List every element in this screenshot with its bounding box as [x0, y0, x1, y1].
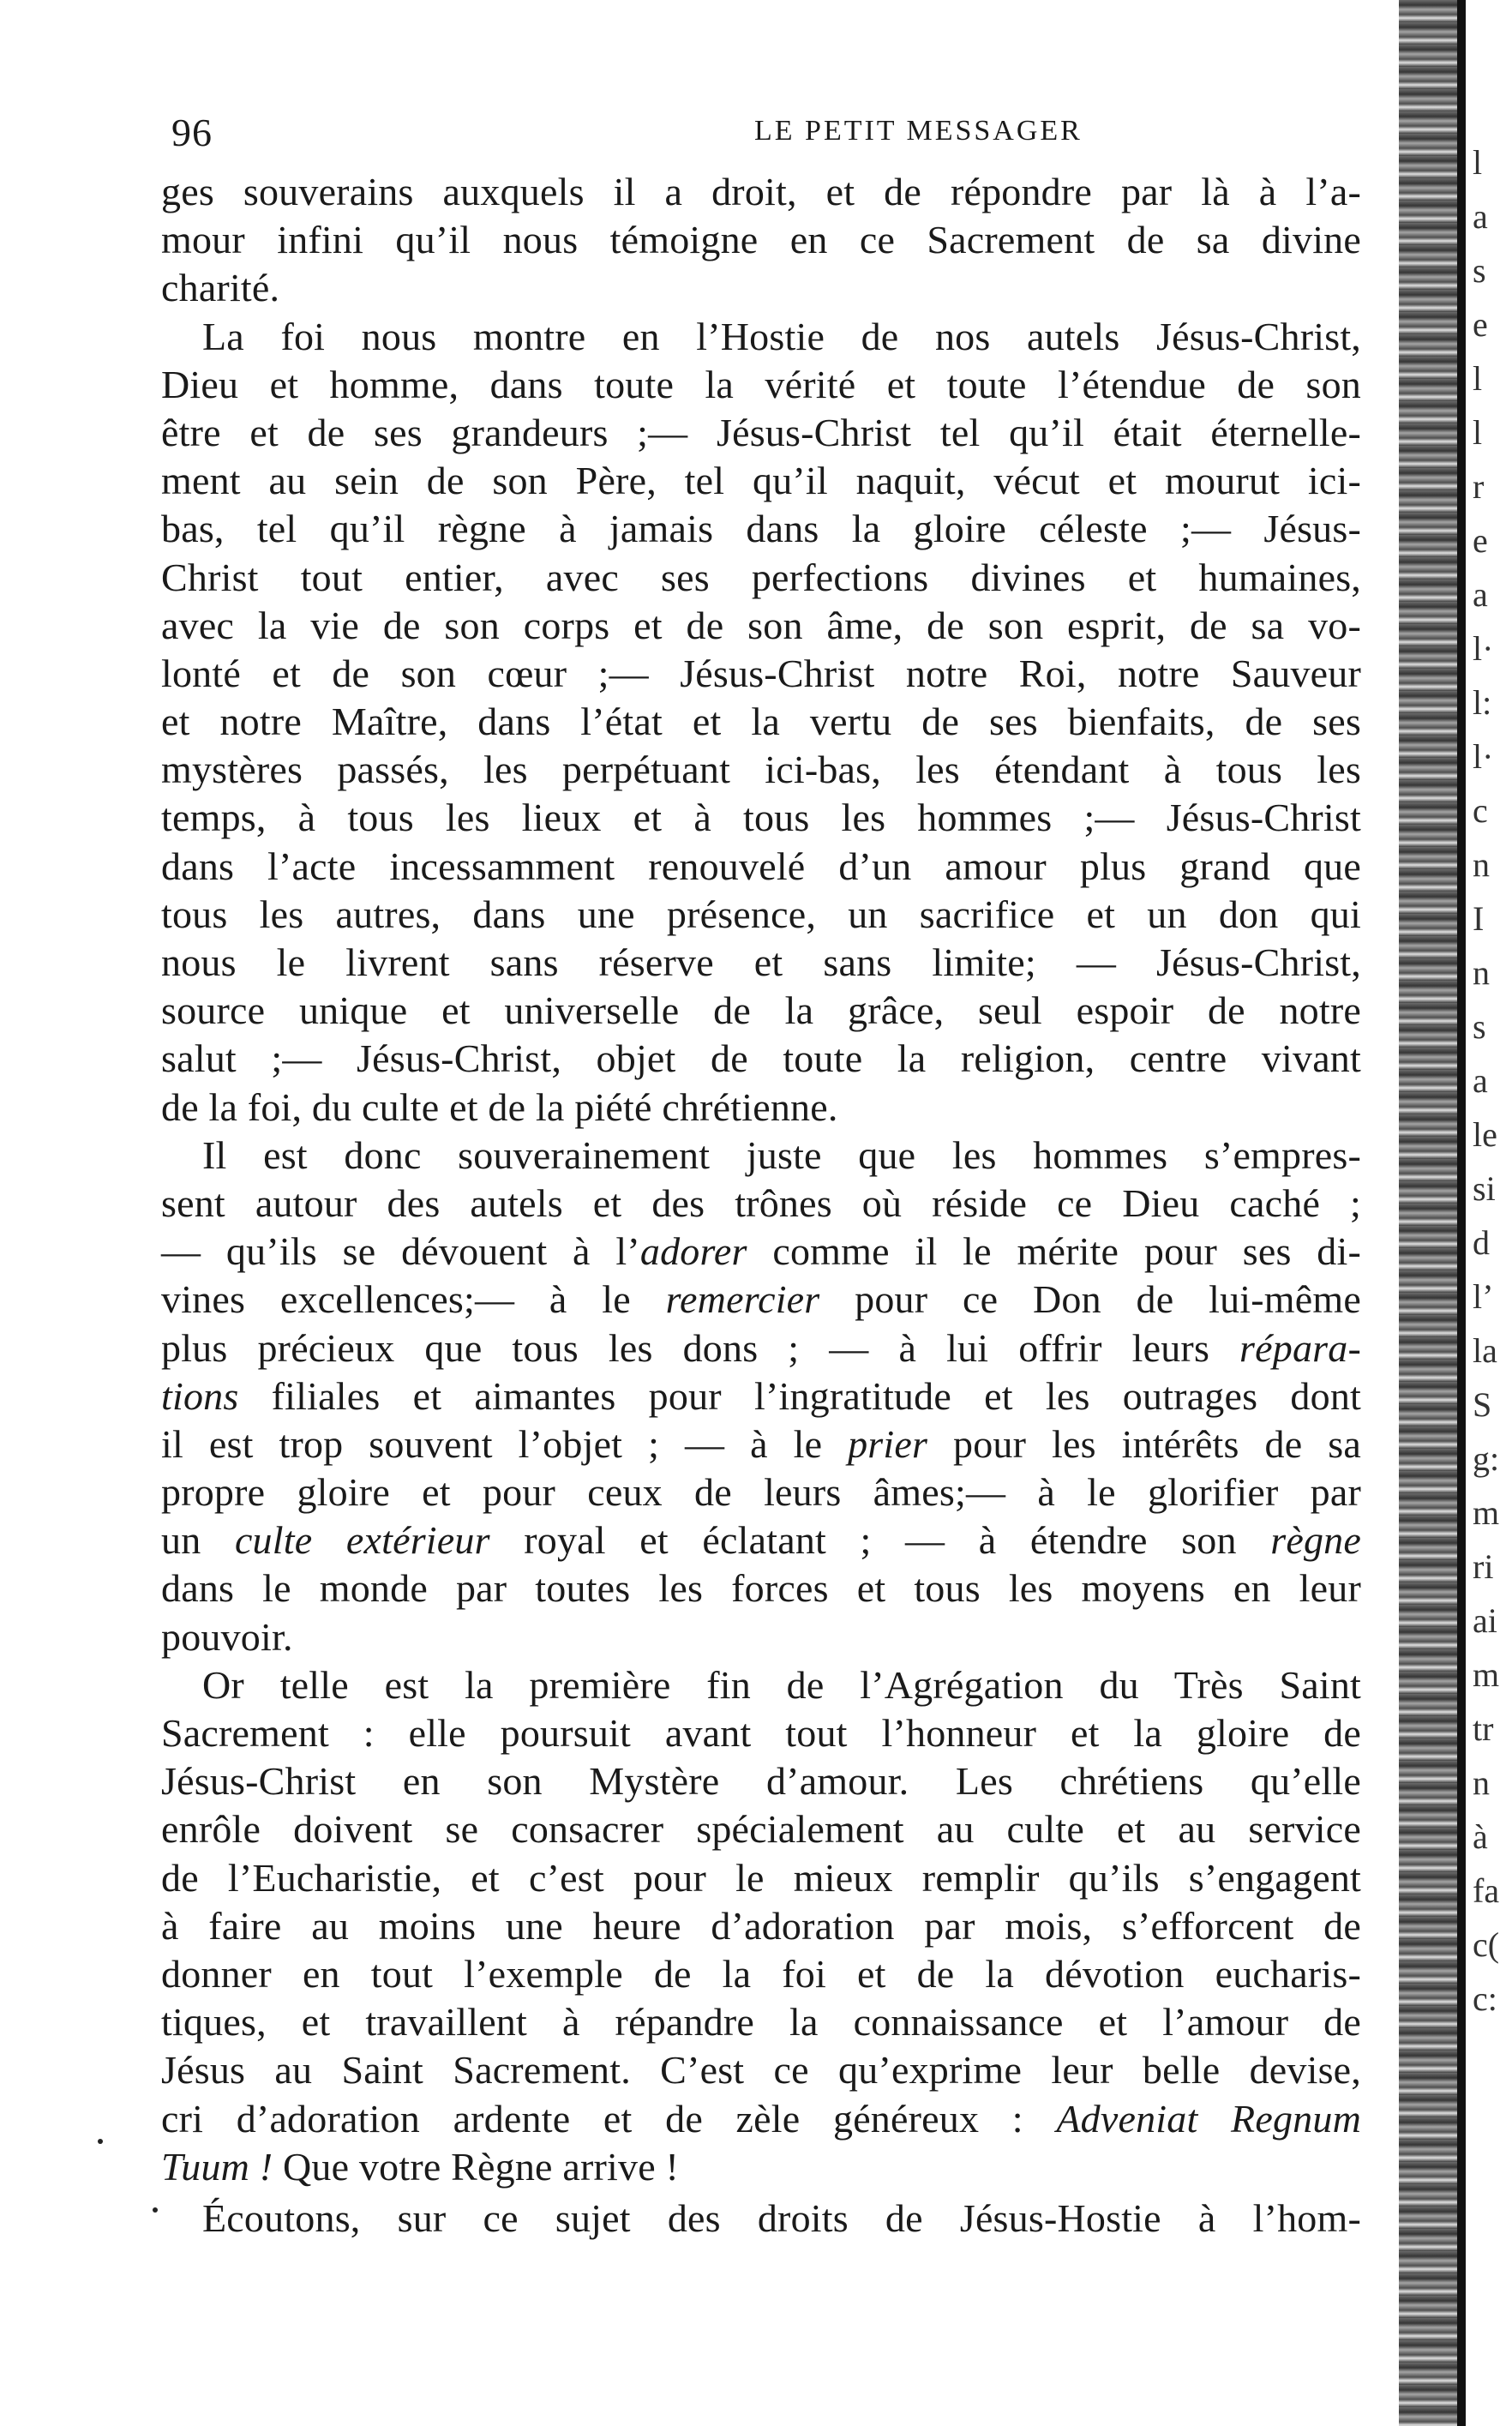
facing-page-fragment: m — [1473, 1655, 1500, 1694]
facing-page-fragment: S — [1473, 1385, 1492, 1424]
text-run: — qu’ils se dévouent à l’ — [161, 1229, 640, 1274]
facing-page-fragment: c: — [1473, 1979, 1497, 2018]
text-line: et notre Maître, dans l’état et la vertu de ses bienfaits, de ses — [161, 700, 1361, 744]
facing-page-fragment: ai — [1473, 1601, 1497, 1640]
book-gutter-shadow — [1399, 0, 1461, 2426]
italic-term-adorer: adorer — [639, 1229, 747, 1274]
text-line: Sacrement : elle poursuit avant tout l’honneur et la gloire de — [161, 1711, 1361, 1755]
text-line: Il est donc souverainement juste que les hommes s’empres- — [202, 1132, 1361, 1177]
text-line: Jésus au Saint Sacrement. C’est ce qu’exprime leur belle devise, — [161, 2048, 1361, 2093]
text-line — [161, 1276, 1361, 1324]
text-line: salut ;— Jésus-Christ, objet de toute la religion, centre vivant — [161, 1036, 1361, 1081]
stray-ink-mark — [153, 2207, 158, 2213]
facing-page-fragment: si — [1473, 1169, 1496, 1208]
facing-page-fragment: l’ — [1473, 1277, 1494, 1316]
body-text — [161, 168, 1361, 2243]
page-number: 96 — [171, 111, 213, 154]
text-line — [161, 1228, 1361, 1276]
text-line: charité. — [161, 266, 280, 310]
facing-page-fragment: le — [1473, 1115, 1497, 1154]
text-line: Écoutons, sur ce sujet des droits de Jésus-Hostie à l’hom- — [202, 2195, 1361, 2240]
facing-page-fragment: e — [1473, 305, 1488, 344]
text-line: tiques, et travaillent à répandre la connaissance et l’amour de — [161, 2000, 1361, 2045]
text-line: tous les autres, dans une présence, un sacrifice et un don qui — [161, 892, 1361, 936]
text-run: il est trop souvent l’objet ; — à le — [161, 1421, 849, 1466]
text-line: nous le livrent sans réserve et sans limite; — Jésus-Christ, — [161, 940, 1361, 984]
text-line: ment au sein de son Père, tel qu’il naquit, vécut et mourut ici- — [161, 459, 1361, 503]
text-run: plus précieux que tous les dons ; — à lui offrir leurs — [161, 1325, 1240, 1370]
facing-page-fragment: la — [1473, 1331, 1497, 1370]
facing-page-fragment: l· — [1473, 629, 1494, 668]
italic-term-regne: règne — [1270, 1518, 1361, 1563]
facing-page-fragment: fa — [1473, 1871, 1500, 1910]
facing-page-fragment: d — [1473, 1223, 1490, 1262]
text-line: ges souverains auxquels il a droit, et de répondre par là à l’a- — [161, 170, 1361, 213]
stray-ink-mark — [98, 2139, 103, 2144]
facing-page-fragment: à — [1473, 1817, 1488, 1856]
book-gutter-edge — [1457, 0, 1466, 2426]
facing-page-fragment: I — [1473, 899, 1485, 938]
text-line: sent autour des autels et des trônes où réside ce Dieu caché ; — [161, 1180, 1361, 1225]
text-run: royal et éclatant ; — à étendre son — [489, 1518, 1271, 1563]
facing-page-fragment: m — [1473, 1493, 1500, 1532]
facing-page-fragment: g: — [1473, 1439, 1500, 1478]
text-run: pour ce Don de lui-même — [819, 1277, 1361, 1322]
text-line: Dieu et homme, dans toute la vérité et toute l’étendue de son — [161, 362, 1361, 406]
italic-motto-end: Tuum ! — [161, 2144, 273, 2189]
facing-page-fragment: ri — [1473, 1547, 1494, 1586]
text-line: bas, tel qu’il règne à jamais dans la gloire céleste ;— Jésus- — [161, 507, 1361, 551]
facing-page-fragment: n — [1473, 845, 1490, 884]
facing-page-fragment: l· — [1473, 737, 1494, 776]
facing-page-fragment: tr — [1473, 1709, 1494, 1748]
text-line: Jésus-Christ en son Mystère d’amour. Les chrétiens qu’elle — [161, 1759, 1361, 1804]
text-line: pouvoir. — [161, 1614, 293, 1659]
facing-page-fragments — [1473, 146, 1512, 2070]
facing-page-fragment: c( — [1473, 1925, 1500, 1964]
text-run: vines excellences;— à le — [161, 1277, 666, 1322]
text-line: dans l’acte incessamment renouvelé d’un amour plus grand que — [161, 844, 1361, 888]
facing-page-fragment: r — [1473, 467, 1485, 506]
text-line — [161, 1372, 1361, 1420]
text-line: enrôle doivent se consacrer spécialement au culte et au service — [161, 1807, 1361, 1852]
facing-page-fragment: s — [1473, 251, 1486, 290]
text-line: à faire au moins une heure d’adoration par mois, s’efforcent de — [161, 1903, 1361, 1948]
facing-page-fragment: n — [1473, 953, 1490, 992]
text-line: temps, à tous les lieux et à tous les hommes ;— Jésus-Christ — [161, 796, 1361, 840]
text-line: Christ tout entier, avec ses perfections divines et humaines, — [161, 555, 1361, 599]
text-run: un — [161, 1518, 235, 1563]
text-line — [161, 1420, 1361, 1468]
text-line — [161, 1324, 1361, 1372]
facing-page-fragment: s — [1473, 1007, 1486, 1046]
text-line: de la foi, du culte et de la piété chrétienne. — [161, 1084, 838, 1129]
text-run: cri d’adoration ardente et de zèle généreux : — [161, 2096, 1057, 2141]
facing-page-fragment: c — [1473, 791, 1488, 830]
facing-page-fragment: a — [1473, 197, 1488, 236]
text-line: avec la vie de son corps et de son âme, de son esprit, de sa vo- — [161, 603, 1361, 647]
text-line: mour infini qu’il nous témoigne en ce Sacrement de sa divine — [161, 218, 1361, 262]
text-run: filiales et aimantes pour l’ingratitude et les outrages dont — [238, 1373, 1361, 1418]
text-line: source unique et universelle de la grâce, seul espoir de notre — [161, 988, 1361, 1033]
facing-page-fragment: a — [1473, 575, 1488, 614]
text-line: lonté et de son cœur ;— Jésus-Christ notre Roi, notre Sauveur — [161, 651, 1361, 695]
italic-term-reparations: répara- — [1239, 1325, 1361, 1370]
facing-page-fragment: l — [1473, 146, 1483, 182]
running-head — [171, 110, 1354, 161]
facing-page-fragment: a — [1473, 1061, 1488, 1100]
running-title: LE PETIT MESSAGER — [754, 115, 1083, 147]
facing-page-fragment: e — [1473, 521, 1488, 560]
text-line — [161, 1516, 1361, 1564]
text-line: La foi nous montre en l’Hostie de nos autels Jésus-Christ, — [202, 314, 1361, 358]
text-line: donner en tout l’exemple de la foi et de la dévotion eucharis- — [161, 1951, 1361, 1996]
text-line: de l’Eucharistie, et c’est pour le mieux remplir qu’ils s’engagent — [161, 1855, 1361, 1900]
text-line: mystères passés, les perpétuant ici-bas, les étendant à tous les — [161, 748, 1361, 792]
italic-term-reparations-end: tions — [161, 1373, 239, 1418]
text-line: propre gloire et pour ceux de leurs âmes;— à le glorifier par — [161, 1470, 1361, 1515]
text-run: pour les intérêts de sa — [927, 1421, 1361, 1466]
italic-motto: Adveniat Regnum — [1056, 2096, 1361, 2141]
text-line: dans le monde par toutes les forces et tous les moyens en leur — [161, 1566, 1361, 1611]
facing-page-fragment: l: — [1473, 683, 1492, 722]
text-line: être et de ses grandeurs ;— Jésus-Christ tel qu’il était éternelle- — [161, 410, 1361, 454]
text-line: Or telle est la première fin de l’Agrégation du Très Saint — [202, 1662, 1361, 1707]
facing-page-fragment: l — [1473, 359, 1483, 398]
text-line — [161, 2095, 1361, 2143]
text-run: comme il le mérite pour ses di- — [747, 1229, 1362, 1274]
italic-term-prier: prier — [848, 1421, 928, 1466]
italic-term-remercier: remercier — [665, 1277, 820, 1322]
text-line — [161, 2143, 1361, 2191]
facing-page-fragment: l — [1473, 413, 1483, 452]
facing-page-fragment: n — [1473, 1763, 1490, 1802]
italic-term-culte-exterieur: culte extérieur — [234, 1518, 490, 1563]
text-run: Que votre Règne arrive ! — [273, 2144, 680, 2189]
